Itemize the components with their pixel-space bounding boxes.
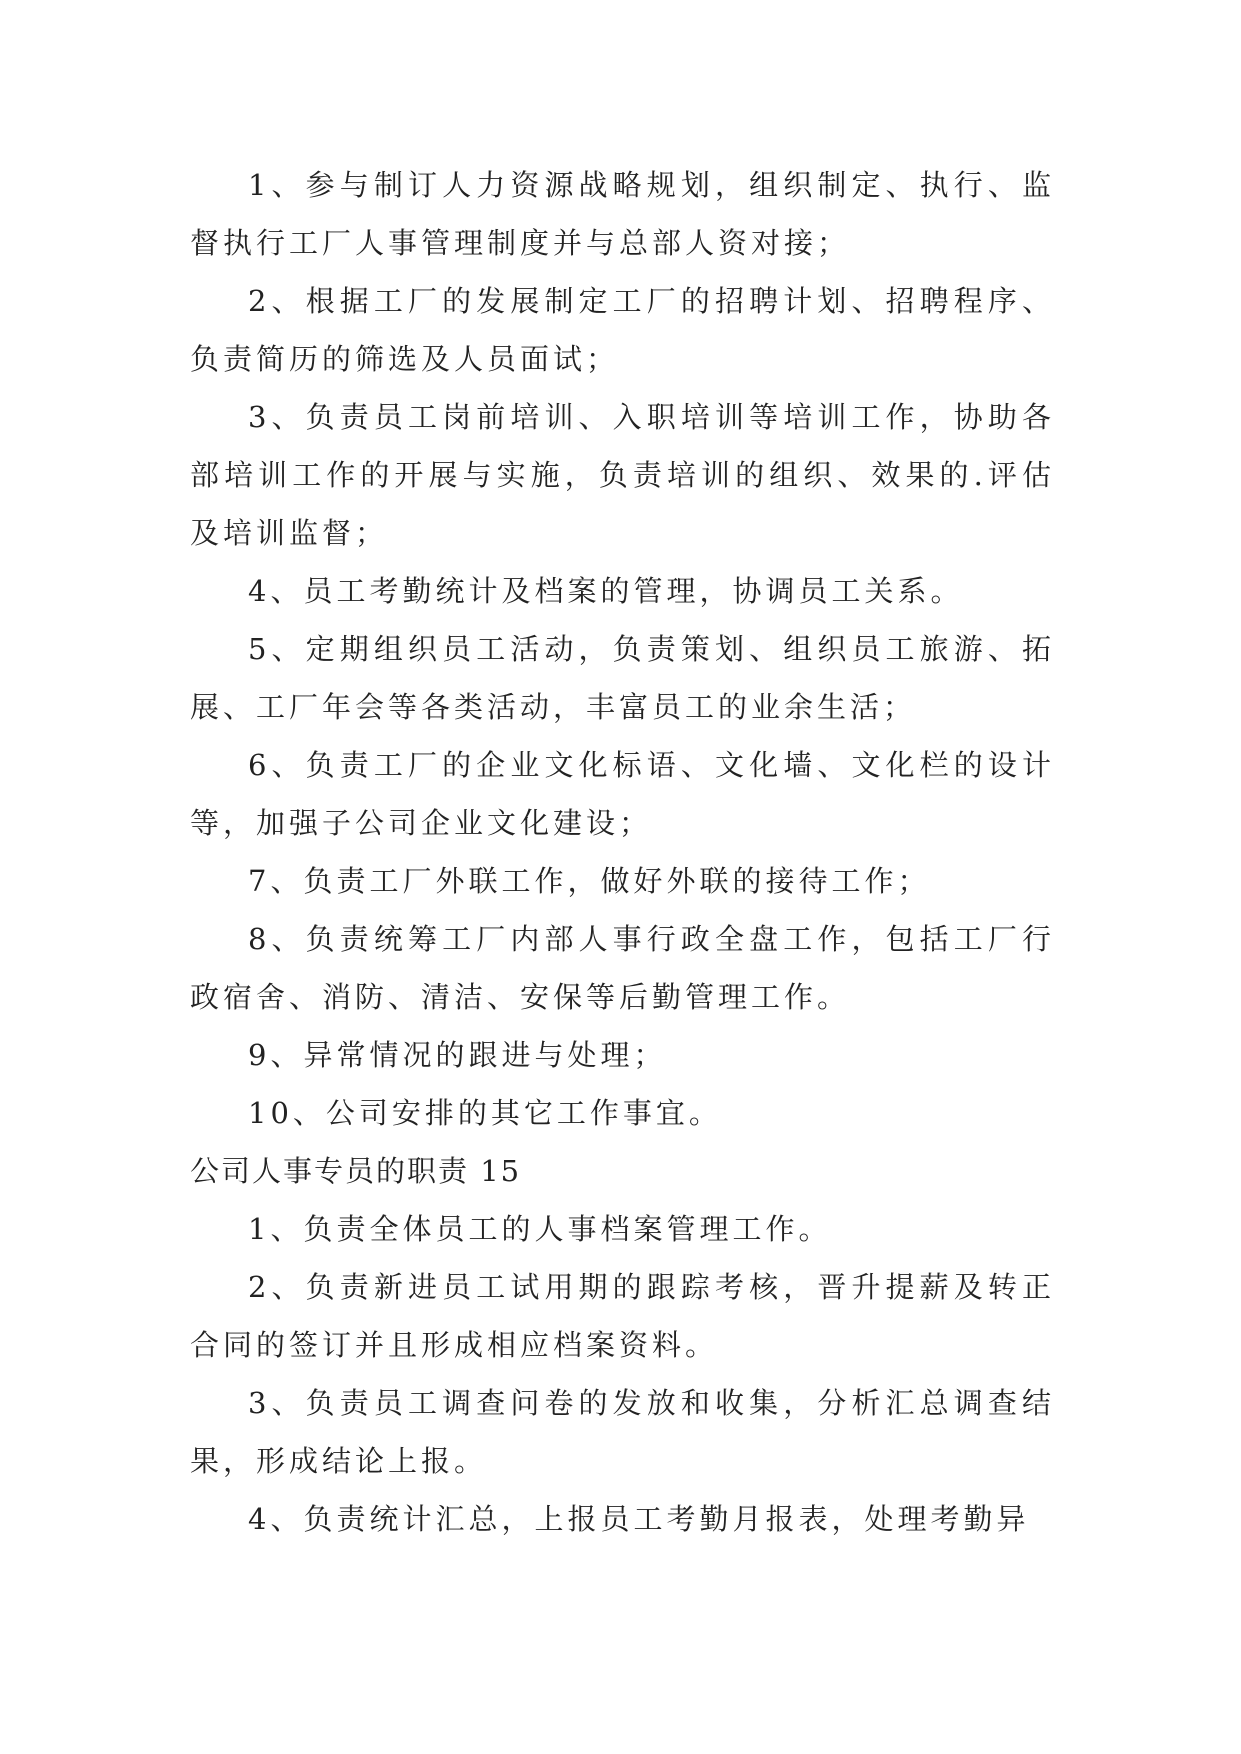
paragraph-item: 3、负责员工调查问卷的发放和收集，分析汇总调查结果，形成结论上报。 [190, 1386, 1055, 1478]
paragraph-item: 2、根据工厂的发展制定工厂的招聘计划、招聘程序、负责简历的筛选及人员面试； [190, 284, 1055, 376]
paragraph-item: 4、员工考勤统计及档案的管理，协调员工关系。 [248, 574, 964, 608]
section-heading: 公司人事专员的职责 15 [190, 1154, 522, 1188]
document-body [190, 156, 1055, 1548]
paragraph-item: 10、公司安排的其它工作事宜。 [248, 1096, 722, 1130]
paragraph-item: 7、负责工厂外联工作，做好外联的接待工作； [248, 864, 931, 898]
paragraph-item: 9、异常情况的跟进与处理； [248, 1038, 667, 1072]
paragraph-item: 3、负责员工岗前培训、入职培训等培训工作，协助各部培训工作的开展与实施，负责培训的组织、效果的.评估及培训监督； [190, 400, 1055, 550]
paragraph-item: 8、负责统筹工厂内部人事行政全盘工作，包括工厂行政宿舍、消防、清洁、安保等后勤管理工作。 [190, 922, 1055, 1014]
paragraph-item: 6、负责工厂的企业文化标语、文化墙、文化栏的设计等，加强子公司企业文化建设； [190, 748, 1055, 840]
paragraph-item: 4、负责统计汇总，上报员工考勤月报表，处理考勤异 [248, 1502, 1030, 1536]
paragraph-item: 1、负责全体员工的人事档案管理工作。 [248, 1212, 832, 1246]
paragraph-item: 1、参与制订人力资源战略规划，组织制定、执行、监督执行工厂人事管理制度并与总部人资对接； [190, 168, 1055, 260]
paragraph-item: 2、负责新进员工试用期的跟踪考核，晋升提薪及转正合同的签订并且形成相应档案资料。 [190, 1270, 1055, 1362]
paragraph-item: 5、定期组织员工活动，负责策划、组织员工旅游、拓展、工厂年会等各类活动，丰富员工的业余生活； [190, 632, 1055, 724]
